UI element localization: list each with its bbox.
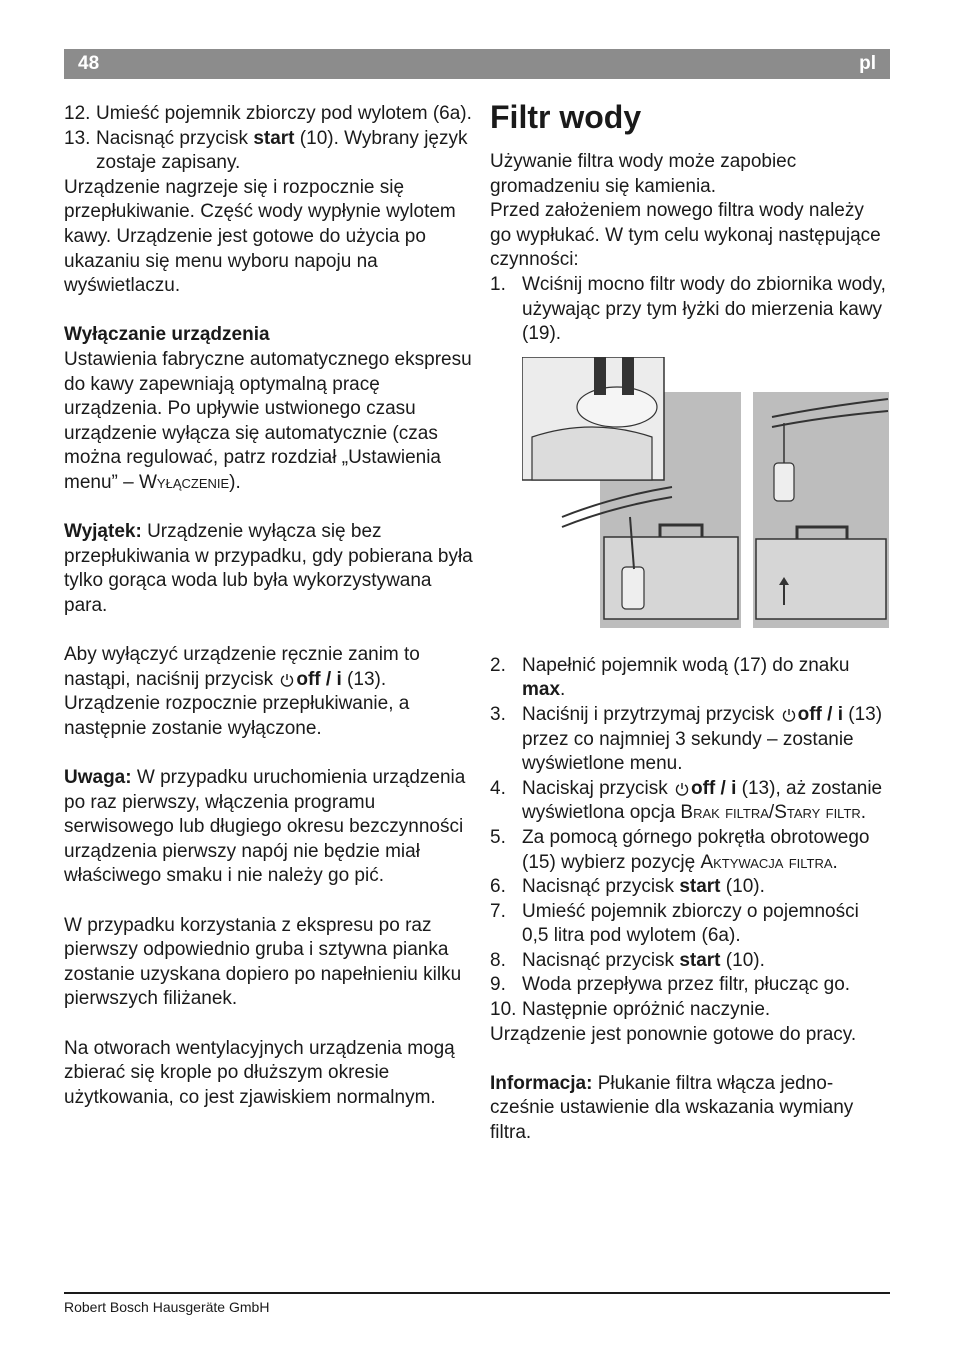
list-item: 4. Naciskaj przycisk off / i (13), aż zostanie wyświetlona opcja Brak filtra/Stary filtr. [490, 777, 883, 824]
power-icon [675, 782, 689, 796]
list-item: 9. Woda przepływa przez filtr, płucząc go. [490, 974, 851, 996]
paragraph-intro: Używanie filtra wody może zapobiec gromadzeniu się kamienia. [490, 151, 797, 197]
left-column [64, 102, 474, 1110]
paragraph-info: Informacja: Płukanie filtra włącza jednocześnie ustawienie dla wskazania wymiany filtra. [490, 1072, 854, 1144]
paragraph-manual-off: Aby wyłączyć urządzenie ręcznie zanim to nastąpi, naciśnij przycisk off / i (13). Urządzenie rozpocznie przepłukiwanie, a następnie zostanie wyłączone. [64, 644, 420, 739]
list-item: 13. Nacisnąć przycisk start (10). Wybrany język zostaje zapisany. [64, 127, 468, 174]
page-number: 48 [78, 53, 100, 74]
list-item: 7. Umieść pojemnik zbiorczy o pojemności 0,5 litra pod wylotem (6a). [490, 900, 859, 947]
water-filter-illustration [522, 357, 889, 628]
list-item: 10. Następnie opróżnić naczynie. [490, 999, 771, 1021]
list-item: 8. Nacisnąć przycisk start (10). [490, 949, 765, 971]
paragraph-heating: Urządzenie nagrzeje się i rozpocznie się przepłukiwanie. Część wody wypłynie wylotem kawy. Urządzenie jest gotowe do użycia po ukazaniu się menu wyboru napoju na wyświetlaczu. [64, 176, 456, 297]
paragraph-vent: Na otworach wentylacyjnych urządzenia mogą zbierać się krople po dłuższym okresie użytkowania, co jest zjawiskiem normalnym. [64, 1037, 455, 1108]
page-title: Filtr wody [490, 99, 642, 135]
list-item: 2. Napełnić pojemnik wodą (17) do znaku max. [490, 654, 850, 701]
section-heading: Wyłączanie urządzenia [64, 324, 270, 346]
footer-rule [64, 1292, 890, 1294]
list-item: 12. Umieść pojemnik zbiorczy pod wylotem (6a). [64, 103, 472, 124]
paragraph-shutdown: Ustawienia fabryczne automatycznego ekspresu do kawy zapewniają optymalną pracę urządzenia. Po upływie ustwionego czasu urządzenie wyłącza się automatycznie (czas można regulować, patrz rozdział „Ustawienia menu” – Wyłączenie). [64, 348, 472, 493]
page-header-bar [64, 49, 890, 79]
list-item: 1. Wciśnij mocno filtr wody do zbiornika wody, używając przy tym łyżki do mierzenia kawy (19). [490, 273, 886, 345]
power-icon [782, 708, 796, 722]
footer-company: Robert Bosch Hausgeräte GmbH [64, 1299, 270, 1315]
language-code: pl [859, 53, 876, 74]
paragraph-exception: Wyjątek: Urządzenie wyłącza się bez przepłukiwania w przypadku, gdy pobierana była tylko gorąca woda lub była wykorzystywana para. [64, 521, 473, 616]
paragraph-foam: W przypadku korzystania z ekspresu po raz pierwszy odpowiednio gruba i sztywna pianka zostanie uzyskana dopiero po napełnieniu kilku pierwszych filiżanek. [64, 914, 462, 1010]
list-item: 6. Nacisnąć przycisk start (10). [490, 876, 765, 898]
paragraph-note: Uwaga: W przypadku uruchomienia urządzenia po raz pierwszy, włączenia programu serwisowego lub długiego okresu bezczynności urządzenia pierwszy napój nie będzie miał właściwego smaku i nie należy go pić. [64, 767, 466, 887]
paragraph-intro-2: Przed założeniem nowego filtra wody należy go wypłukać. W tym celu wykonaj następujące czynności: [490, 200, 881, 271]
list-item: 3. Naciśnij i przytrzymaj przycisk off / i (13) przez co najmniej 3 sekundy – zostanie wyświetlone menu. [490, 703, 883, 775]
paragraph-ready: Urządzenie jest ponownie gotowe do pracy. [490, 1023, 857, 1045]
power-icon [280, 673, 294, 687]
right-column [490, 150, 890, 1146]
list-item: 5. Za pomocą górnego pokrętła obrotowego (15) wybierz pozycję Aktywacja filtra. [490, 826, 870, 873]
